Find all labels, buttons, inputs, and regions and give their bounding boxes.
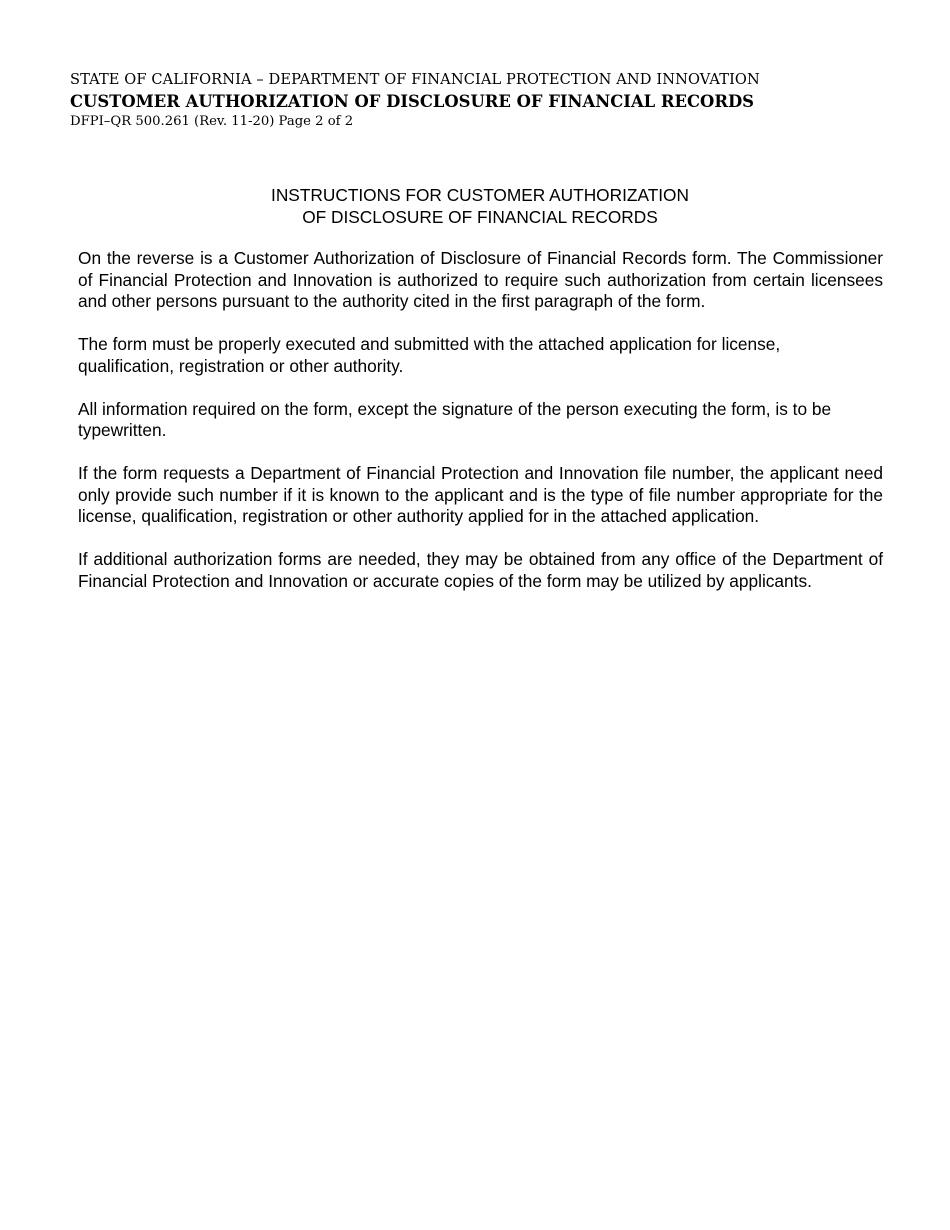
instructions-title-line-1: INSTRUCTIONS FOR CUSTOMER AUTHORIZATION — [271, 185, 689, 205]
form-header — [70, 70, 760, 131]
instructions-title-line-2: OF DISCLOSURE OF FINANCIAL RECORDS — [302, 206, 658, 227]
instruction-paragraph: If additional authorization forms are needed, they may be obtained from any office of the Department of Financial Protection and Innovation or accurate copies of the form may be utilized by applicants. — [78, 549, 883, 591]
form-title: CUSTOMER AUTHORIZATION OF DISCLOSURE OF FINANCIAL RECORDS — [70, 92, 755, 111]
agency-name: STATE OF CALIFORNIA – DEPARTMENT OF FINANCIAL PROTECTION AND INNOVATION — [70, 71, 760, 88]
instructions-title — [0, 185, 950, 228]
instruction-paragraph: All information required on the form, except the signature of the person executing the form, is to be typewritten. — [78, 398, 832, 440]
instruction-paragraph: If the form requests a Department of Financial Protection and Innovation file number, the applicant need only provide such number if it is known to the applicant and is the type of file number appropriate for the license, qualification, registration or other authority applied for in the attached application. — [78, 463, 883, 526]
instructions-body — [78, 248, 883, 614]
form-id: DFPI–QR 500.261 (Rev. 11-20) Page 2 of 2 — [70, 114, 354, 129]
instruction-paragraph: The form must be properly executed and submitted with the attached application for license, qualification, registration or other authority. — [78, 334, 781, 376]
instruction-paragraph: On the reverse is a Customer Authorization of Disclosure of Financial Records form. The Commissioner of Financial Protection and Innovation is authorized to require such authorization from certain licensees and other persons pursuant to the authority cited in the first paragraph of the form. — [78, 248, 883, 311]
